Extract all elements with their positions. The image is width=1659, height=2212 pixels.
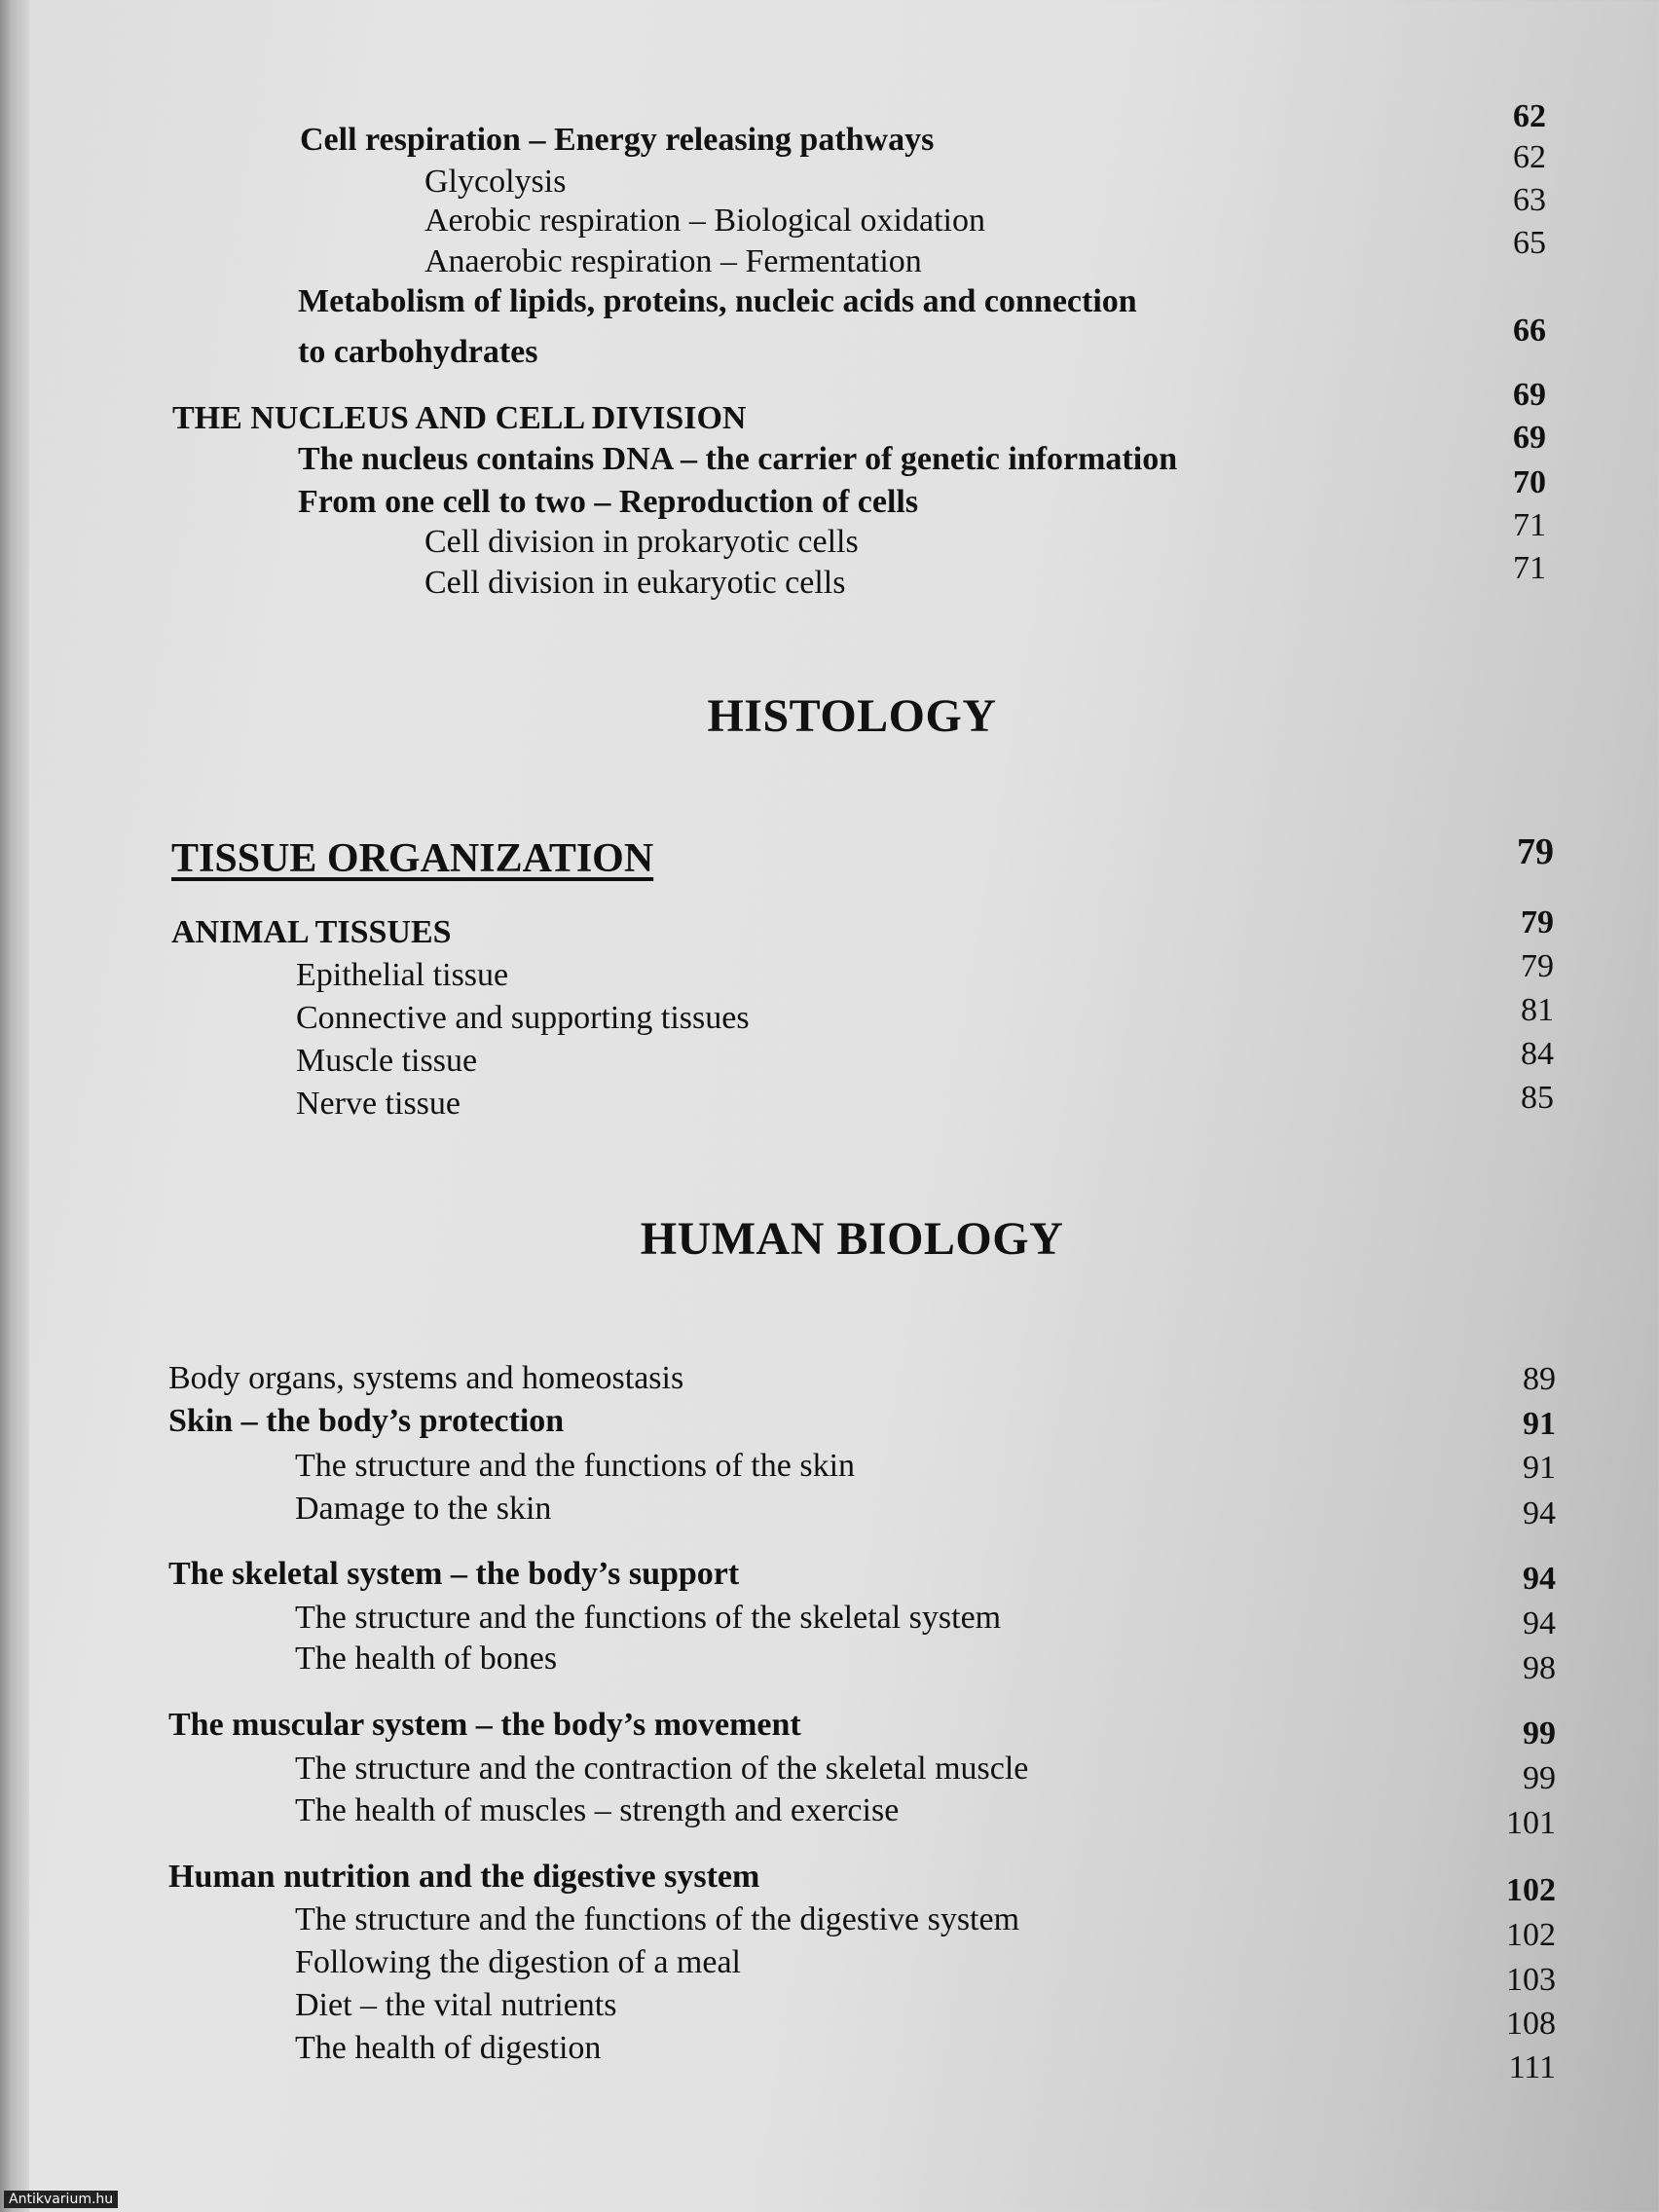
toc-entry-aerobic-respiration: Aerobic respiration – Biological oxidation bbox=[424, 203, 985, 239]
toc-page-muscular: 99 bbox=[1523, 1715, 1556, 1751]
toc-entry-digestion-meal: Following the digestion of a meal bbox=[295, 1944, 741, 1980]
toc-page-digestion-meal: 103 bbox=[1506, 1962, 1556, 1998]
animal-tissues-page: 79 bbox=[1521, 904, 1554, 940]
toc-page-epithelial: 79 bbox=[1521, 948, 1554, 984]
toc-entry-digestion-health: The health of digestion bbox=[295, 2030, 602, 2066]
toc-page-prokaryotic: 71 bbox=[1513, 507, 1546, 543]
toc-section-nucleus: THE NUCLEUS AND CELL DIVISION bbox=[172, 400, 747, 436]
human-biology-heading: HUMAN BIOLOGY bbox=[640, 1213, 1064, 1265]
toc-page-skin-structure: 91 bbox=[1523, 1450, 1556, 1486]
toc-entry-cell-respiration: Cell respiration – Energy releasing pathways bbox=[300, 122, 935, 158]
toc-entry-metabolism-cont: to carbohydrates bbox=[298, 334, 538, 370]
toc-page-nerve-tissue: 85 bbox=[1521, 1080, 1554, 1116]
toc-entry-connective: Connective and supporting tissues bbox=[296, 1000, 750, 1036]
animal-tissues-title: ANIMAL TISSUES bbox=[171, 914, 452, 950]
toc-entry-skeletal-structure: The structure and the functions of the skeletal system bbox=[295, 1600, 1002, 1636]
toc-page-nutrition: 102 bbox=[1506, 1872, 1556, 1908]
toc-entry-epithelial: Epithelial tissue bbox=[296, 957, 509, 993]
toc-page-muscle-tissue: 84 bbox=[1521, 1036, 1554, 1072]
toc-entry-diet: Diet – the vital nutrients bbox=[295, 1987, 617, 2023]
toc-page-digestion-health: 111 bbox=[1508, 2049, 1556, 2085]
toc-page-nucleus-dna: 69 bbox=[1513, 420, 1546, 456]
toc-entry-skin-structure: The structure and the functions of the skin bbox=[295, 1448, 856, 1484]
toc-page-body-organs: 89 bbox=[1523, 1361, 1556, 1397]
toc-group-nutrition: Human nutrition and the digestive system bbox=[168, 1859, 760, 1895]
toc-entry-muscle-contraction: The structure and the contraction of the skeletal muscle bbox=[295, 1751, 1029, 1787]
toc-group-skeletal: The skeletal system – the body’s support bbox=[168, 1556, 740, 1592]
toc-page-nucleus: 69 bbox=[1513, 377, 1546, 413]
toc-entry-eukaryotic: Cell division in eukaryotic cells bbox=[424, 565, 846, 601]
toc-entry-body-organs: Body organs, systems and homeostasis bbox=[168, 1360, 684, 1396]
source-watermark: Antikvarium.hu bbox=[4, 2191, 118, 2208]
toc-entry-glycolysis: Glycolysis bbox=[424, 164, 567, 200]
toc-entry-bones-health: The health of bones bbox=[295, 1641, 558, 1677]
toc-page-muscle-health: 101 bbox=[1506, 1805, 1556, 1841]
toc-page-reproduction: 70 bbox=[1513, 464, 1546, 500]
toc-page-muscle-contraction: 99 bbox=[1523, 1760, 1556, 1796]
toc-entry-nucleus-dna: The nucleus contains DNA – the carrier of genetic information bbox=[298, 441, 1178, 477]
toc-entry-muscle-tissue: Muscle tissue bbox=[296, 1043, 478, 1079]
toc-page-anaerobic-respiration: 65 bbox=[1513, 225, 1546, 261]
toc-entry-anaerobic-respiration: Anaerobic respiration – Fermentation bbox=[424, 243, 922, 279]
toc-page-digestive-structure: 102 bbox=[1506, 1917, 1556, 1953]
toc-entry-prokaryotic: Cell division in prokaryotic cells bbox=[424, 524, 859, 560]
tissue-organization-title: TISSUE ORGANIZATION bbox=[171, 836, 654, 881]
toc-entry-digestive-structure: The structure and the functions of the digestive system bbox=[295, 1901, 1020, 1937]
toc-page-skeletal-structure: 94 bbox=[1523, 1605, 1556, 1641]
toc-page-skin: 91 bbox=[1523, 1406, 1556, 1442]
toc-entry-muscle-health: The health of muscles – strength and exercise bbox=[295, 1792, 900, 1828]
toc-page-cell-respiration: 62 bbox=[1513, 98, 1546, 134]
tissue-organization-page: 79 bbox=[1517, 831, 1554, 872]
toc-page-skin-damage: 94 bbox=[1523, 1495, 1556, 1531]
histology-heading: HISTOLOGY bbox=[707, 690, 997, 742]
toc-group-muscular: The muscular system – the body’s movement bbox=[168, 1707, 801, 1743]
toc-page-diet: 108 bbox=[1506, 2006, 1556, 2042]
toc-page-connective: 81 bbox=[1521, 992, 1554, 1028]
toc-page-eukaryotic: 71 bbox=[1513, 550, 1546, 586]
toc-page-metabolism: 66 bbox=[1513, 313, 1546, 349]
toc-entry-skin-damage: Damage to the skin bbox=[295, 1491, 552, 1527]
toc-entry-nerve-tissue: Nerve tissue bbox=[296, 1086, 461, 1122]
toc-entry-reproduction: From one cell to two – Reproduction of cells bbox=[298, 484, 919, 520]
toc-group-skin: Skin – the body’s protection bbox=[168, 1403, 565, 1439]
toc-page-bones-health: 98 bbox=[1523, 1650, 1556, 1686]
toc-entry-metabolism: Metabolism of lipids, proteins, nucleic acids and connection bbox=[298, 283, 1137, 319]
toc-page-aerobic-respiration: 63 bbox=[1513, 182, 1546, 218]
toc-page-skeletal: 94 bbox=[1523, 1561, 1556, 1597]
toc-page-glycolysis: 62 bbox=[1513, 139, 1546, 175]
book-spine-shadow bbox=[0, 0, 29, 2212]
